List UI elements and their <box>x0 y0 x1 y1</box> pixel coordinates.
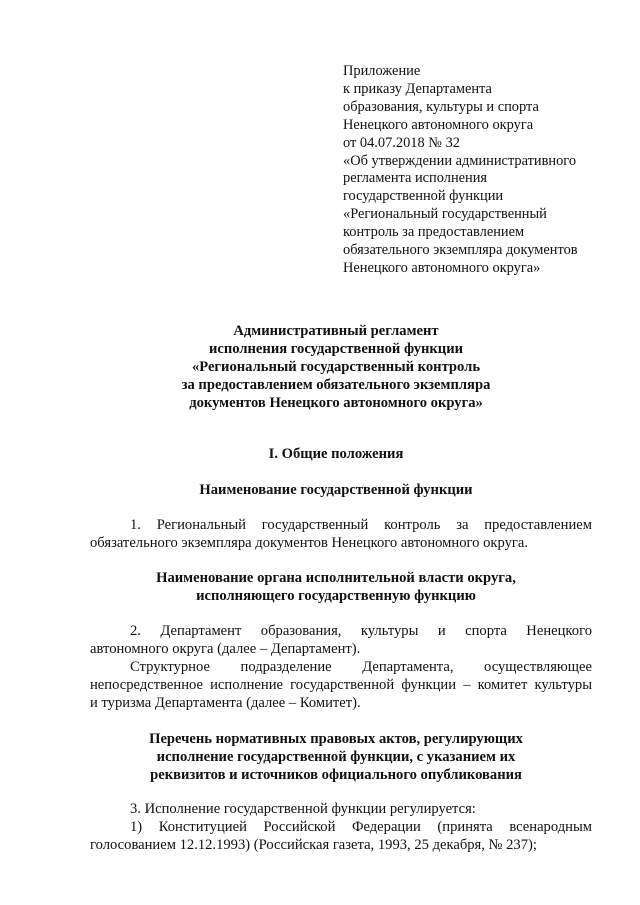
appendix-line: контроль за предоставлением <box>343 224 525 241</box>
paragraph-1-line-1: 1. Региональный государственный контроль за предоставлением <box>130 517 592 533</box>
appendix-line: «Об утверждении административного <box>343 152 577 169</box>
appendix-line: Ненецкого автономного округа <box>343 116 534 133</box>
heading-line: исполняющего государственную функцию <box>196 587 476 604</box>
title-line: Административный регламент <box>233 323 439 339</box>
appendix-line: Ненецкого автономного округа» <box>343 259 541 276</box>
appendix-line: государственной функции <box>343 188 504 205</box>
appendix-line: образования, культуры и спорта <box>343 98 539 115</box>
heading-line: реквизитов и источников официального опубликования <box>150 766 522 783</box>
heading-line: Перечень нормативных правовых актов, регулирующих <box>149 731 523 747</box>
appendix-line: «Региональный государственный <box>343 206 547 223</box>
paragraph-4: 3. Исполнение государственной функции регулируется: <box>130 801 476 817</box>
organ-heading <box>80 570 592 606</box>
paragraph-3-line-1: Структурное подразделение Департамента, осуществляющее <box>130 659 592 675</box>
appendix-line: к приказу Департамента <box>343 80 492 97</box>
appendix-block <box>343 63 628 278</box>
function-name-heading: Наименование государственной функции <box>199 482 473 498</box>
heading-line: исполнение государственной функции, с указанием их <box>156 748 516 765</box>
title-line: за предоставлением обязательного экземпляра <box>181 376 491 393</box>
title-line: «Региональный государственный контроль <box>191 358 481 375</box>
paragraph-5-line-2: голосованием 12.12.1993) (Российская газета, 1993, 25 декабря, № 237); <box>90 837 537 853</box>
appendix-line: обязательного экземпляра документов <box>343 242 578 259</box>
paragraph-3-line-2: непосредственное исполнение государственной функции – комитет культуры <box>90 677 592 693</box>
appendix-line: от 04.07.2018 № 32 <box>343 134 460 151</box>
appendix-line: регламента исполнения <box>343 170 488 187</box>
appendix-line: Приложение <box>343 63 421 79</box>
legal-acts-heading <box>80 731 592 785</box>
title-line: документов Ненецкого автономного округа» <box>189 394 483 411</box>
paragraph-2-line-1: 2. Департамент образования, культуры и спорта Ненецкого <box>130 623 592 639</box>
regulation-title <box>80 323 592 413</box>
title-line: исполнения государственной функции <box>208 340 464 357</box>
section-heading: I. Общие положения <box>268 446 404 462</box>
paragraph-2-line-2: автономного округа (далее – Департамент). <box>90 641 361 657</box>
paragraph-5-line-1: 1) Конституцией Российской Федерации (принята всенародным <box>130 819 592 835</box>
paragraph-1-line-2: обязательного экземпляра документов Ненецкого автономного округа. <box>90 535 528 551</box>
paragraph-3-line-3: и туризма Департамента (далее – Комитет). <box>90 695 361 711</box>
heading-line: Наименование органа исполнительной власти округа, <box>156 570 516 586</box>
